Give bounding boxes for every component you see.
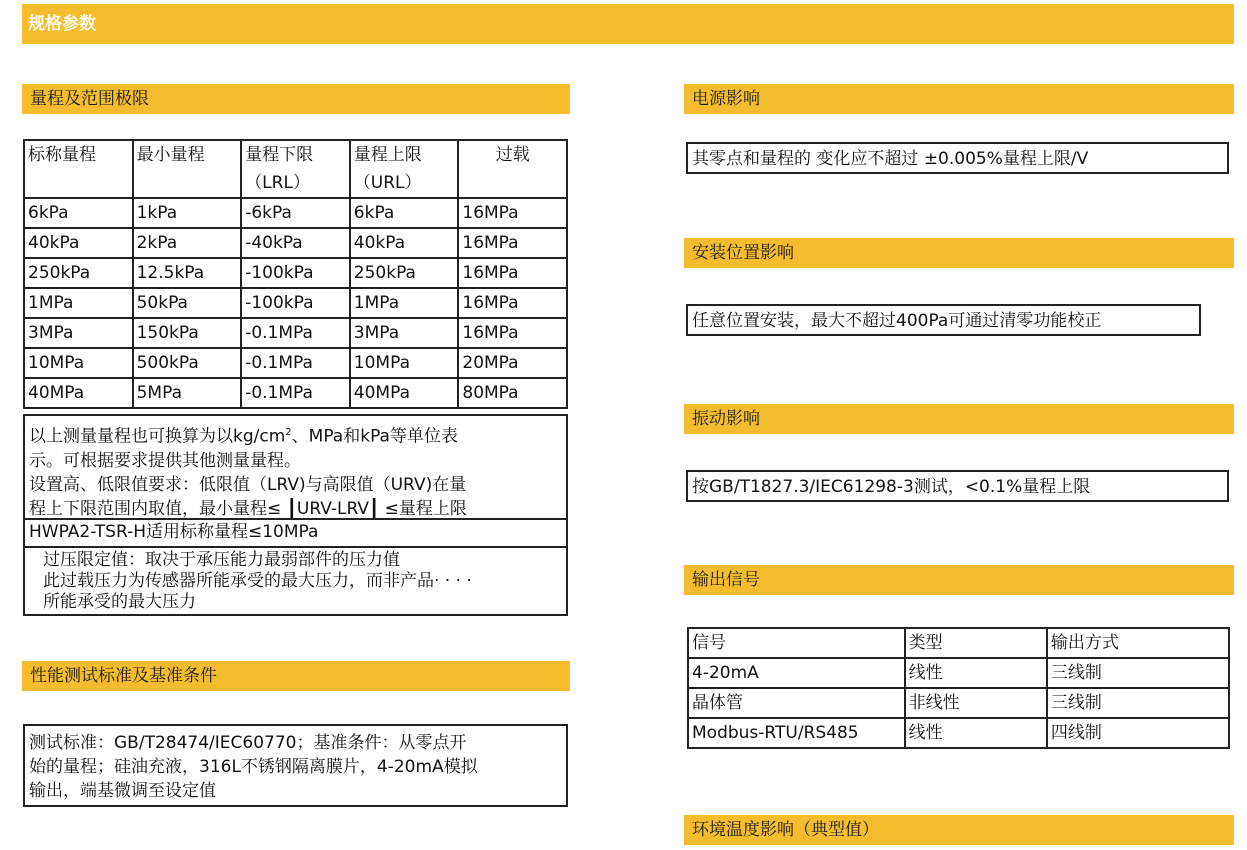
table-cell: 40kPa xyxy=(24,228,133,258)
table-cell: 10MPa xyxy=(24,348,133,378)
table-cell: 5MPa xyxy=(133,378,242,408)
col-lower: 量程下限 （LRL） xyxy=(241,140,350,198)
col-min: 最小量程 xyxy=(133,140,242,198)
output-table-header xyxy=(688,628,1229,658)
header-cell: 输出方式 xyxy=(1047,628,1229,658)
table-cell: 3MPa xyxy=(24,318,133,348)
table-cell: 16MPa xyxy=(458,288,567,318)
page-title: 规格参数 xyxy=(22,4,1234,44)
table-cell: 40MPa xyxy=(350,378,459,408)
power-section-title: 电源影响 xyxy=(684,84,1234,114)
table-cell: 1MPa xyxy=(350,288,459,318)
table-cell: -100kPa xyxy=(241,288,350,318)
perf-section-title: 性能测试标准及基准条件 xyxy=(22,661,570,691)
header-cell: 信号 xyxy=(688,628,905,658)
vibration-text: 按GB/T1827.3/IEC61298-3测试，<0.1%量程上限 xyxy=(686,470,1229,502)
table-cell: -0.1MPa xyxy=(241,348,350,378)
table-cell: 线性 xyxy=(905,658,1047,688)
vibration-section-title: 振动影响 xyxy=(684,404,1234,434)
col-upper: 量程上限 （URL） xyxy=(350,140,459,198)
table-cell: 晶体管 xyxy=(688,688,905,718)
table-cell: 16MPa xyxy=(458,228,567,258)
table-cell: 500kPa xyxy=(133,348,242,378)
col-overload: 过载 xyxy=(458,140,567,198)
table-row xyxy=(24,348,567,378)
table-cell: -100kPa xyxy=(241,258,350,288)
table-row xyxy=(24,378,567,408)
mounting-text: 任意位置安装，最大不超过400Pa可通过清零功能校正 xyxy=(686,304,1201,336)
table-cell: Modbus-RTU/RS485 xyxy=(688,718,905,748)
table-cell: 16MPa xyxy=(458,258,567,288)
mounting-section-title: 安装位置影响 xyxy=(684,238,1234,268)
note-unit-conversion-2: 示。可根据要求提供其他测量量程。 xyxy=(29,450,301,471)
table-cell: 40MPa xyxy=(24,378,133,408)
table-cell: 16MPa xyxy=(458,198,567,228)
output-section-title: 输出信号 xyxy=(684,565,1234,595)
table-cell: 四线制 xyxy=(1047,718,1229,748)
table-cell: 非线性 xyxy=(905,688,1047,718)
note-unit-conversion: 以上测量量程也可换算为以$kg/cm^2$、MPa和kPa等单位表 xyxy=(29,426,458,447)
table-cell: 150kPa xyxy=(133,318,242,348)
table-cell: 6kPa xyxy=(350,198,459,228)
output-table xyxy=(687,627,1230,749)
table-cell: 1MPa xyxy=(24,288,133,318)
table-cell: 三线制 xyxy=(1047,658,1229,688)
note-limits-2: 程上下限范围内取值，最小量程≤ ┃URV-LRV┃ ≤量程上限 xyxy=(29,498,467,519)
perf-text: 测试标准：GB/T28474/IEC60770；基准条件：从零点开 始的量程；硅油充液，316L不锈钢隔离膜片，4-20mA模拟 输出，端基微调至设定值 xyxy=(23,724,568,807)
table-cell: 250kPa xyxy=(24,258,133,288)
table-cell: 16MPa xyxy=(458,318,567,348)
table-cell: 250kPa xyxy=(350,258,459,288)
header-cell: 类型 xyxy=(905,628,1047,658)
table-cell: 10MPa xyxy=(350,348,459,378)
table-cell: -40kPa xyxy=(241,228,350,258)
table-cell: 4-20mA xyxy=(688,658,905,688)
table-cell: 1kPa xyxy=(133,198,242,228)
table-cell: -6kPa xyxy=(241,198,350,228)
table-row xyxy=(24,288,567,318)
power-text: 其零点和量程的 变化应不超过 ±0.005%量程上限/V xyxy=(686,142,1229,174)
col-nominal: 标称量程 xyxy=(24,140,133,198)
table-row xyxy=(24,318,567,348)
table-cell: 20MPa xyxy=(458,348,567,378)
range-section-title: 量程及范围极限 xyxy=(22,84,570,114)
note-applicable-range: HWPA2-TSR-H适用标称量程≤10MPa xyxy=(23,518,568,548)
note-limits-1: 设置高、低限值要求：低限值（LRV)与高限值（URV)在量 xyxy=(29,474,467,495)
temperature-section-title: 环境温度影响（典型值） xyxy=(684,815,1234,845)
table-cell: -0.1MPa xyxy=(241,318,350,348)
range-table-header xyxy=(24,140,567,198)
table-cell: 6kPa xyxy=(24,198,133,228)
table-row xyxy=(24,198,567,228)
table-row xyxy=(688,718,1229,748)
table-cell: 3MPa xyxy=(350,318,459,348)
table-cell: 线性 xyxy=(905,718,1047,748)
table-cell: 40kPa xyxy=(350,228,459,258)
table-cell: 2kPa xyxy=(133,228,242,258)
table-row xyxy=(688,658,1229,688)
table-cell: 12.5kPa xyxy=(133,258,242,288)
table-row xyxy=(24,228,567,258)
table-cell: 80MPa xyxy=(458,378,567,408)
range-notes xyxy=(23,414,568,520)
table-row xyxy=(24,258,567,288)
table-cell: 三线制 xyxy=(1047,688,1229,718)
range-table xyxy=(23,139,568,409)
table-row xyxy=(688,688,1229,718)
table-cell: 50kPa xyxy=(133,288,242,318)
table-cell: -0.1MPa xyxy=(241,378,350,408)
note-overpressure: 过压限定值：取决于承压能力最弱部件的压力值 此过载压力为传感器所能承受的最大压力，而非产品· · · · 所能承受的最大压力 xyxy=(23,546,568,616)
